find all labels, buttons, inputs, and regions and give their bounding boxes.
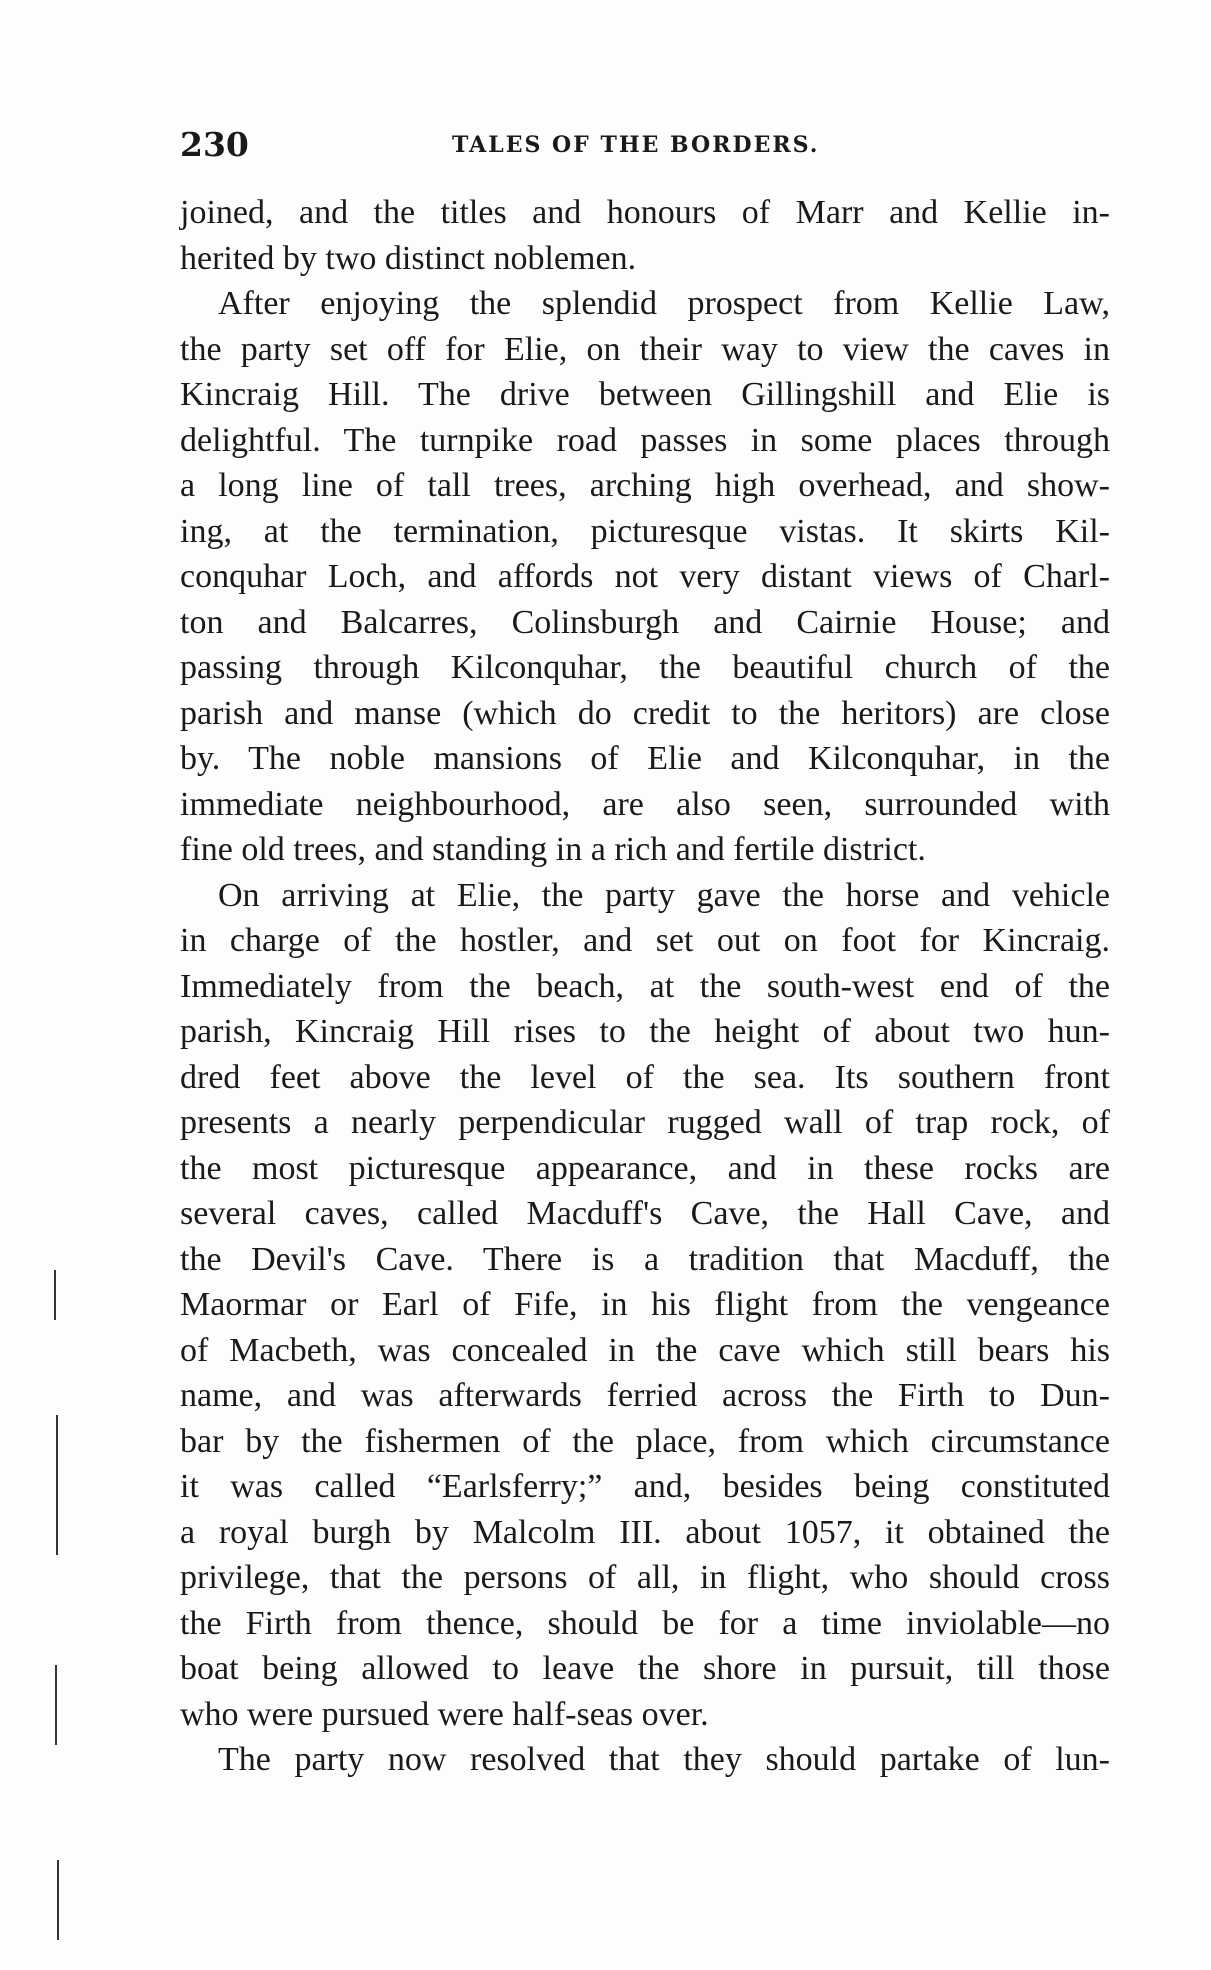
text-line: Maormar or Earl of Fife, in his flight from the vengeance: [180, 1286, 1110, 1323]
text-line: presents a nearly perpendicular rugged wall of trap rock, of: [180, 1104, 1110, 1141]
text-line: bar by the fishermen of the place, from which circumstance: [180, 1422, 1110, 1460]
scan-mark: [56, 1415, 58, 1555]
text-line: herited by two distinct noblemen.: [180, 239, 637, 277]
paragraph: [180, 1737, 1110, 1783]
text-line: it was called “Earlsferry;” and, besides being constituted: [180, 1468, 1110, 1505]
text-line: a long line of tall trees, arching high overhead, and show-: [180, 467, 1110, 504]
text-line: After enjoying the splendid prospect from Kellie Law,: [218, 285, 1110, 322]
body-text: [180, 190, 1110, 1783]
text-line: parish and manse (which do credit to the heritors) are close: [180, 694, 1110, 732]
text-line: boat being allowed to leave the shore in pursuit, till those: [180, 1650, 1110, 1687]
text-line: the Devil's Cave. There is a tradition that Macduff, the: [180, 1240, 1110, 1278]
text-line: passing through Kilconquhar, the beautiful church of the: [180, 649, 1110, 686]
text-line: in charge of the hostler, and set out on foot for Kincraig.: [180, 922, 1110, 959]
text-line: who were pursued were half-seas over.: [180, 1695, 709, 1733]
text-line: by. The noble mansions of Elie and Kilconquhar, in the: [180, 740, 1110, 777]
running-title: TALES OF THE BORDERS.: [452, 132, 820, 158]
paragraph: [180, 190, 1110, 281]
text-line: ing, at the termination, picturesque vistas. It skirts Kil-: [180, 512, 1110, 550]
text-line: the most picturesque appearance, and in these rocks are: [180, 1149, 1110, 1187]
text-line: Immediately from the beach, at the south-west end of the: [180, 967, 1110, 1005]
scan-mark: [55, 1665, 57, 1745]
text-line: delightful. The turnpike road passes in some places through: [180, 421, 1110, 459]
text-line: several caves, called Macduff's Cave, the Hall Cave, and: [180, 1195, 1110, 1232]
text-line: privilege, that the persons of all, in flight, who should cross: [180, 1559, 1110, 1596]
scan-mark: [57, 1860, 59, 1940]
text-line: conquhar Loch, and affords not very distant views of Charl-: [180, 558, 1110, 595]
text-line: Kincraig Hill. The drive between Gillingshill and Elie is: [180, 376, 1110, 413]
paragraph: [180, 873, 1110, 1738]
paragraph: [180, 281, 1110, 873]
scan-mark: [54, 1270, 56, 1320]
page-number: 230: [180, 125, 249, 164]
text-line: dred feet above the level of the sea. Its southern front: [180, 1058, 1110, 1096]
text-line: name, and was afterwards ferried across the Firth to Dun-: [180, 1377, 1110, 1414]
text-line: The party now resolved that they should partake of lun-: [218, 1741, 1110, 1778]
text-line: a royal burgh by Malcolm III. about 1057, it obtained the: [180, 1513, 1110, 1551]
text-line: the party set off for Elie, on their way to view the caves in: [180, 330, 1110, 368]
text-line: the Firth from thence, should be for a time inviolable—no: [180, 1604, 1110, 1642]
text-line: On arriving at Elie, the party gave the horse and vehicle: [218, 876, 1110, 914]
text-line: fine old trees, and standing in a rich and fertile district.: [180, 831, 926, 868]
text-line: ton and Balcarres, Colinsburgh and Cairnie House; and: [180, 603, 1110, 641]
page-header: [180, 125, 1120, 175]
text-line: joined, and the titles and honours of Marr and Kellie in-: [180, 194, 1110, 231]
text-line: immediate neighbourhood, are also seen, surrounded with: [180, 785, 1110, 823]
text-line: parish, Kincraig Hill rises to the height of about two hun-: [180, 1013, 1110, 1050]
text-line: of Macbeth, was concealed in the cave which still bears his: [180, 1331, 1110, 1369]
